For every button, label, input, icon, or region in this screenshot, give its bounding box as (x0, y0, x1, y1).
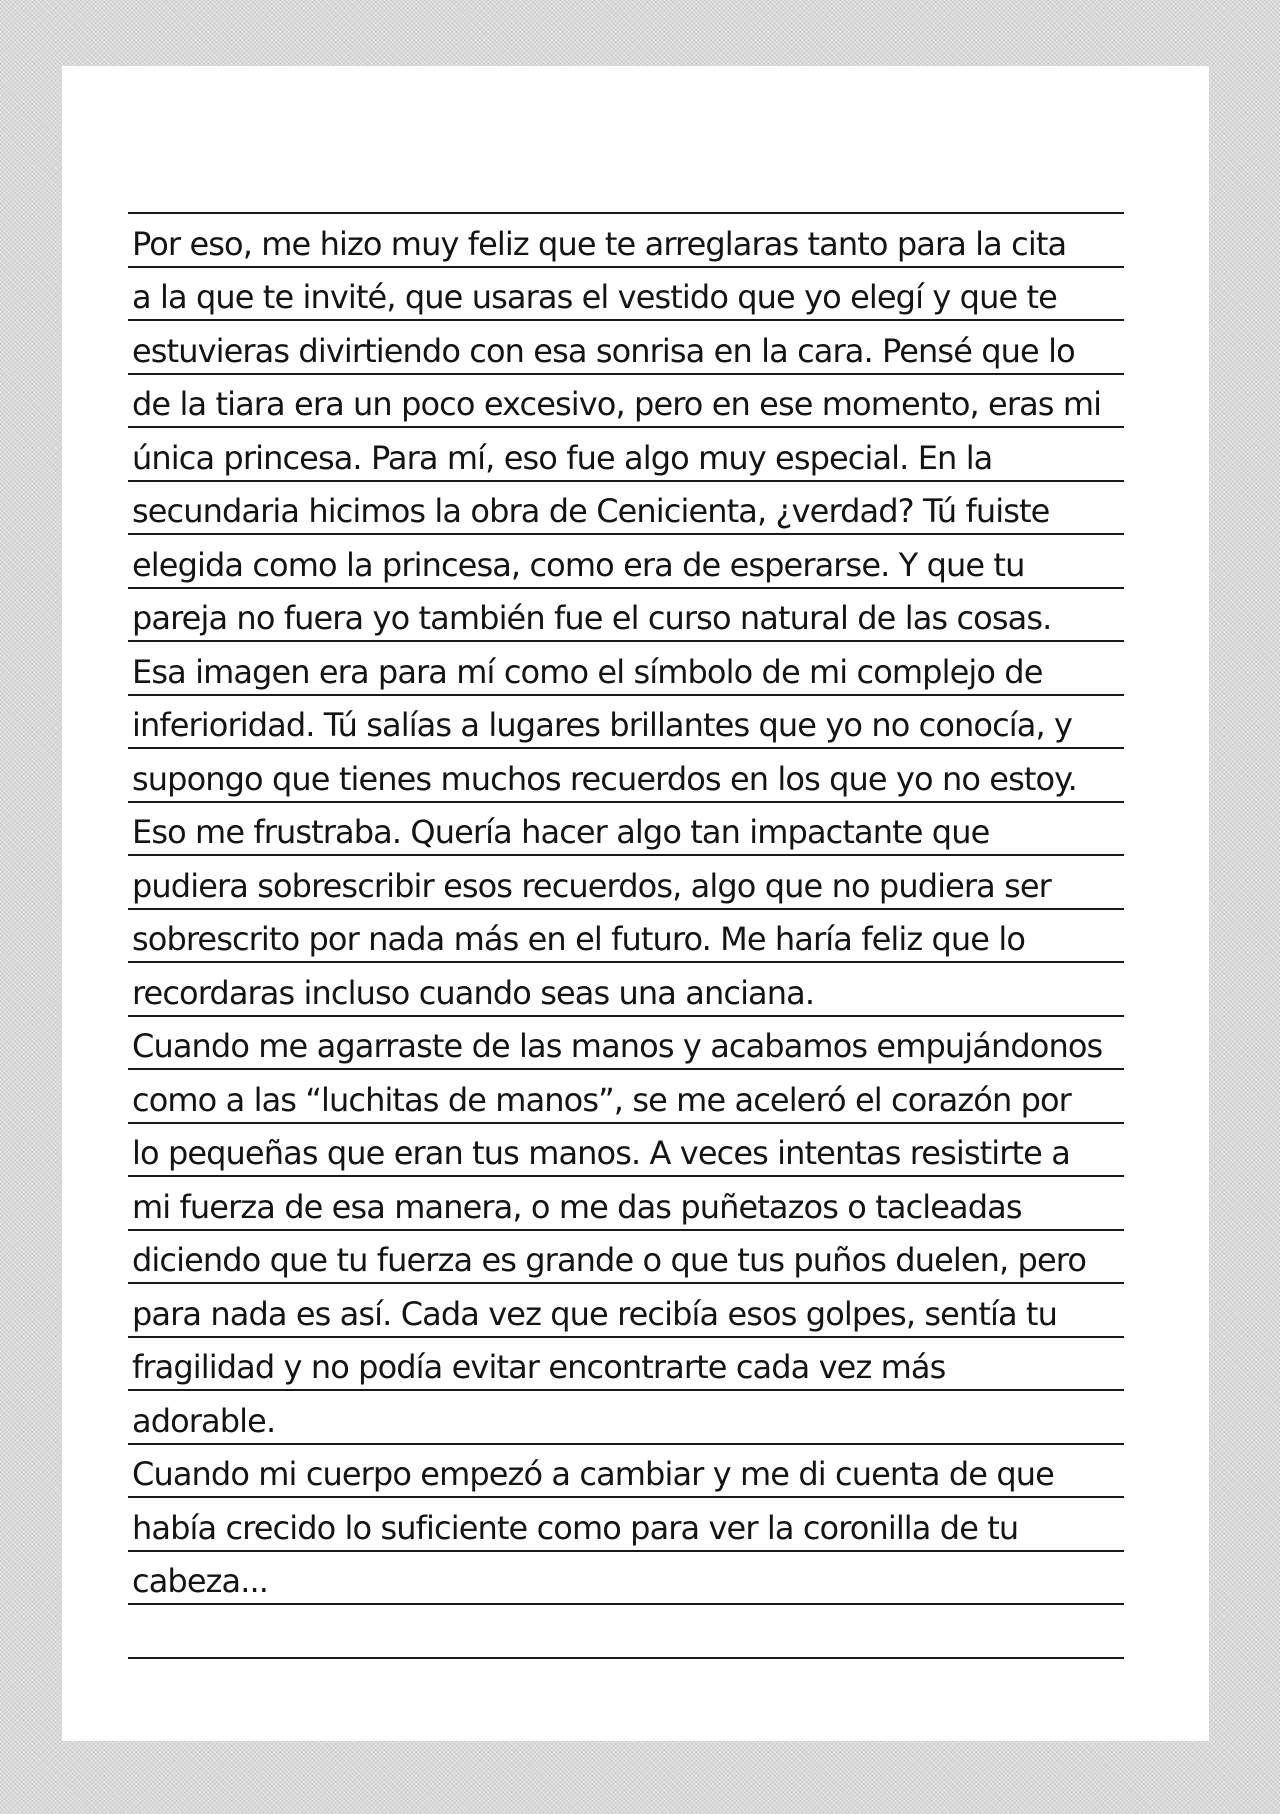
letter-line-text: como a las “luchitas de manos”, se me aceleró el corazón por (132, 1080, 1071, 1119)
letter-line-text: inferioridad. Tú salías a lugares brillantes que yo no conocía, y (132, 706, 1073, 744)
letter-line-text: pareja no fuera yo también fue el curso natural de las cosas. (132, 599, 1052, 637)
letter-line-text: había crecido lo suficiente como para ver la coronilla de tu (132, 1508, 1019, 1547)
ruled-line (128, 1498, 1124, 1552)
letter-line-text: pudiera sobrescribir esos recuerdos, algo que no pudiera ser (132, 866, 1051, 905)
ruled-line (128, 803, 1124, 857)
letter-line-text: lo pequeñas que eran tus manos. A veces intentas resistirte a (132, 1134, 1070, 1172)
letter-line-text: elegida como la princesa, como era de esperarse. Y que tu (132, 545, 1025, 584)
ruled-line (128, 321, 1124, 375)
letter-line-text: Cuando mi cuerpo empezó a cambiar y me di cuenta de que (132, 1455, 1054, 1493)
letter-line-text: cabeza... (132, 1562, 269, 1600)
letter-line-text: sobrescrito por nada más en el futuro. Me haría feliz que lo (132, 920, 1026, 958)
ruled-line (128, 375, 1124, 429)
ruled-line (128, 749, 1124, 803)
ruled-line (128, 1124, 1124, 1178)
ruled-line (128, 1070, 1124, 1124)
ruled-line (128, 910, 1124, 964)
letter-line-text: a la que te invité, que usaras el vestido que yo elegí y que te (132, 278, 1057, 316)
letter-line-text: para nada es así. Cada vez que recibía esos golpes, sentía tu (132, 1294, 1057, 1333)
letter-line-text: única princesa. Para mí, eso fue algo muy especial. En la (132, 438, 993, 477)
ruled-line (128, 1391, 1124, 1445)
ruled-line (128, 214, 1124, 268)
ruled-line (128, 1017, 1124, 1071)
letter-line-text: estuvieras divirtiendo con esa sonrisa en la cara. Pensé que lo (132, 331, 1075, 370)
ruled-line (128, 696, 1124, 750)
ruled-line (128, 1284, 1124, 1338)
letter-line-text: mi fuerza de esa manera, o me das puñetazos o tacleadas (132, 1187, 1022, 1226)
ruled-line (128, 1338, 1124, 1392)
ruled-line (128, 482, 1124, 536)
letter-line-text: Por eso, me hizo muy feliz que te arreglaras tanto para la cita (132, 224, 1067, 263)
ruled-line (128, 1605, 1124, 1659)
ruled-line (128, 1552, 1124, 1606)
ruled-line (128, 856, 1124, 910)
letter-line-text: Cuando me agarraste de las manos y acabamos empujándonos (132, 1027, 1103, 1065)
letter-line-text: recordaras incluso cuando seas una anciana. (132, 973, 815, 1012)
letter-line-text: Esa imagen era para mí como el símbolo de mi complejo de (132, 652, 1043, 691)
letter-line-text: Eso me frustraba. Quería hacer algo tan impactante que (132, 813, 990, 851)
letter-line-text: adorable. (132, 1401, 276, 1440)
ruled-line (128, 268, 1124, 322)
ruled-line (128, 589, 1124, 643)
letter-line-text: fragilidad y no podía evitar encontrarte cada vez más (132, 1348, 946, 1386)
ruled-lines (128, 212, 1124, 1659)
letter-line-text: supongo que tienes muchos recuerdos en los que yo no estoy. (132, 759, 1077, 798)
ruled-line (128, 963, 1124, 1017)
ruled-line (128, 535, 1124, 589)
ruled-line (128, 1231, 1124, 1285)
ruled-line (128, 428, 1124, 482)
letter-line-text: de la tiara era un poco excesivo, pero en ese momento, eras mi (132, 385, 1102, 423)
letter-line-text: diciendo que tu fuerza es grande o que tus puños duelen, pero (132, 1241, 1086, 1279)
ruled-line (128, 642, 1124, 696)
letter-line-text: secundaria hicimos la obra de Cenicienta, ¿verdad? Tú fuiste (132, 492, 1050, 530)
ruled-line (128, 1445, 1124, 1499)
ruled-line (128, 1177, 1124, 1231)
